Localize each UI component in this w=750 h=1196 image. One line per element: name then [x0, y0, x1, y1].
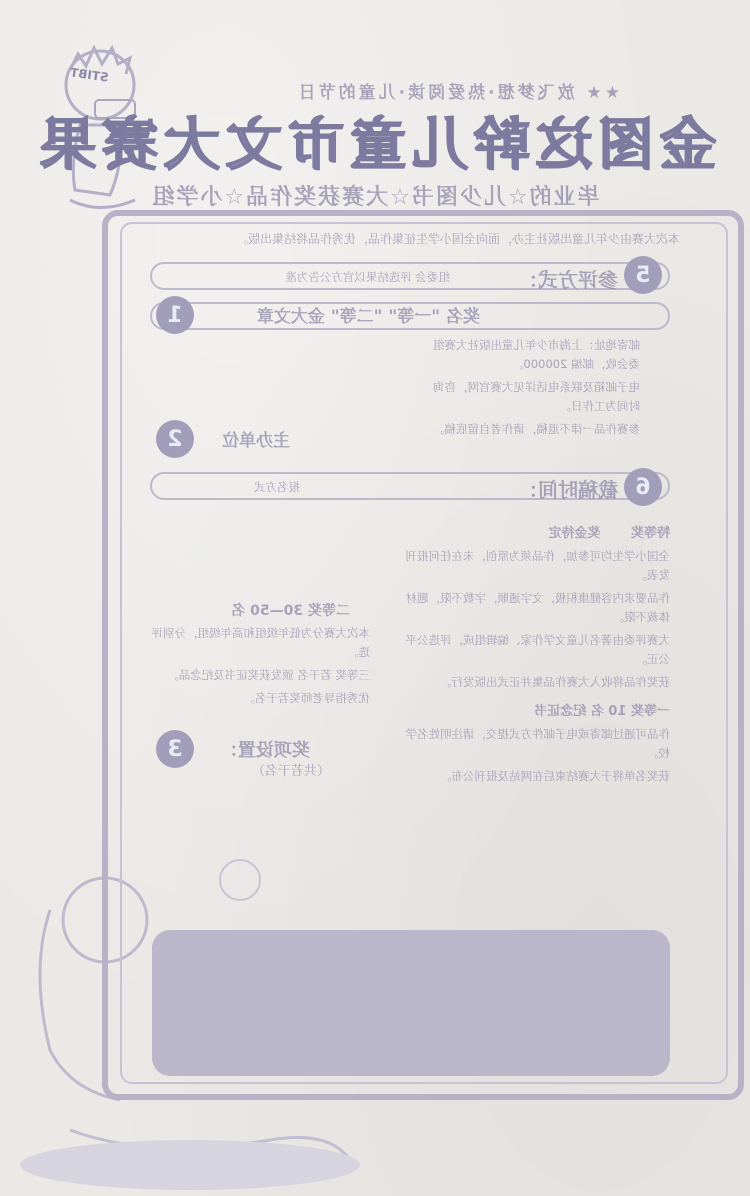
gray-panel	[152, 930, 670, 1076]
page-title: 金图这幹儿童市文大赛果	[34, 113, 716, 178]
upper-left-paragraph: 电子邮箱及联系电话详见大赛官网，咨询时间为工作日。	[433, 380, 640, 413]
section-6-note: 报名方式	[254, 480, 300, 494]
lower-left-paragraph: 三等奖 若干名 颁发获奖证书及纪念品。	[167, 668, 370, 682]
subtitle-banner: 毕业的☆儿少图书☆大赛获奖作品☆小学组	[150, 185, 600, 210]
second-prize-heading: 二等奖 30—50 名	[231, 603, 350, 619]
section-3-subtitle: （共若干名）	[251, 764, 330, 779]
section-6-number: 6	[624, 468, 662, 506]
right-column-paragraph: 全国小学生均可参加，作品须为原创，未在任何报刊发表。	[405, 549, 670, 582]
section-1-number: 1	[156, 296, 194, 334]
intro-text: 本次大赛由少年儿童出版社主办，面向全国小学生征集作品，优秀作品将结集出版。	[235, 232, 680, 246]
title-banner	[0, 100, 750, 182]
right-column-paragraph: 大赛评委由著名儿童文学作家、编辑组成，评选公平公正。	[405, 633, 670, 666]
section-5-note: 组委会 评选结果以官方公告为准	[285, 270, 450, 284]
section-1-title: 奖名 "一等" "二等" 金大文章	[256, 307, 480, 327]
section-3-number: 3	[156, 730, 194, 768]
section-3-title: 奖项设置：	[220, 740, 310, 761]
section-2-number: 2	[156, 420, 194, 458]
section-5-title: 参评方式：	[518, 268, 618, 292]
lower-left-column	[140, 624, 370, 724]
badge-label: STIBT	[69, 65, 110, 85]
lower-left-paragraph: 优秀指导老师奖若干名。	[243, 691, 370, 705]
right-column-paragraph: 作品可通过邮寄或电子邮件方式提交，请注明姓名学校。	[405, 727, 670, 760]
section-2-title: 主办单位	[222, 431, 290, 451]
section-5-number: 5	[624, 256, 662, 294]
right-column	[400, 524, 670, 854]
right-column-heading: 特等奖 奖金待定	[548, 526, 670, 541]
upper-left-paragraph: 邮寄地址：上海市少年儿童出版社大赛组委会收，邮编 200000。	[433, 338, 640, 371]
upper-left-column	[430, 336, 640, 446]
section-6-title: 截稿时间：	[518, 478, 618, 502]
right-column-paragraph: 获奖作品将收入大赛作品集并正式出版发行。	[440, 675, 670, 689]
right-column-subheading: 一等奖 10 名 纪念证书	[534, 704, 670, 719]
right-column-paragraph: 作品要求内容健康积极，文字通顺，字数不限，题材体裁不限。	[405, 591, 670, 624]
header-strip: ★★ 放飞梦想·热爱阅读·儿童的节日	[295, 83, 620, 100]
upper-left-paragraph: 参赛作品一律不退稿，请作者自留底稿。	[433, 422, 640, 436]
right-column-paragraph: 获奖名单将于大赛结束后在网站及报刊公布。	[440, 769, 670, 783]
lower-left-paragraph: 本次大赛分为低年级组和高年级组，分别评选。	[151, 626, 370, 659]
